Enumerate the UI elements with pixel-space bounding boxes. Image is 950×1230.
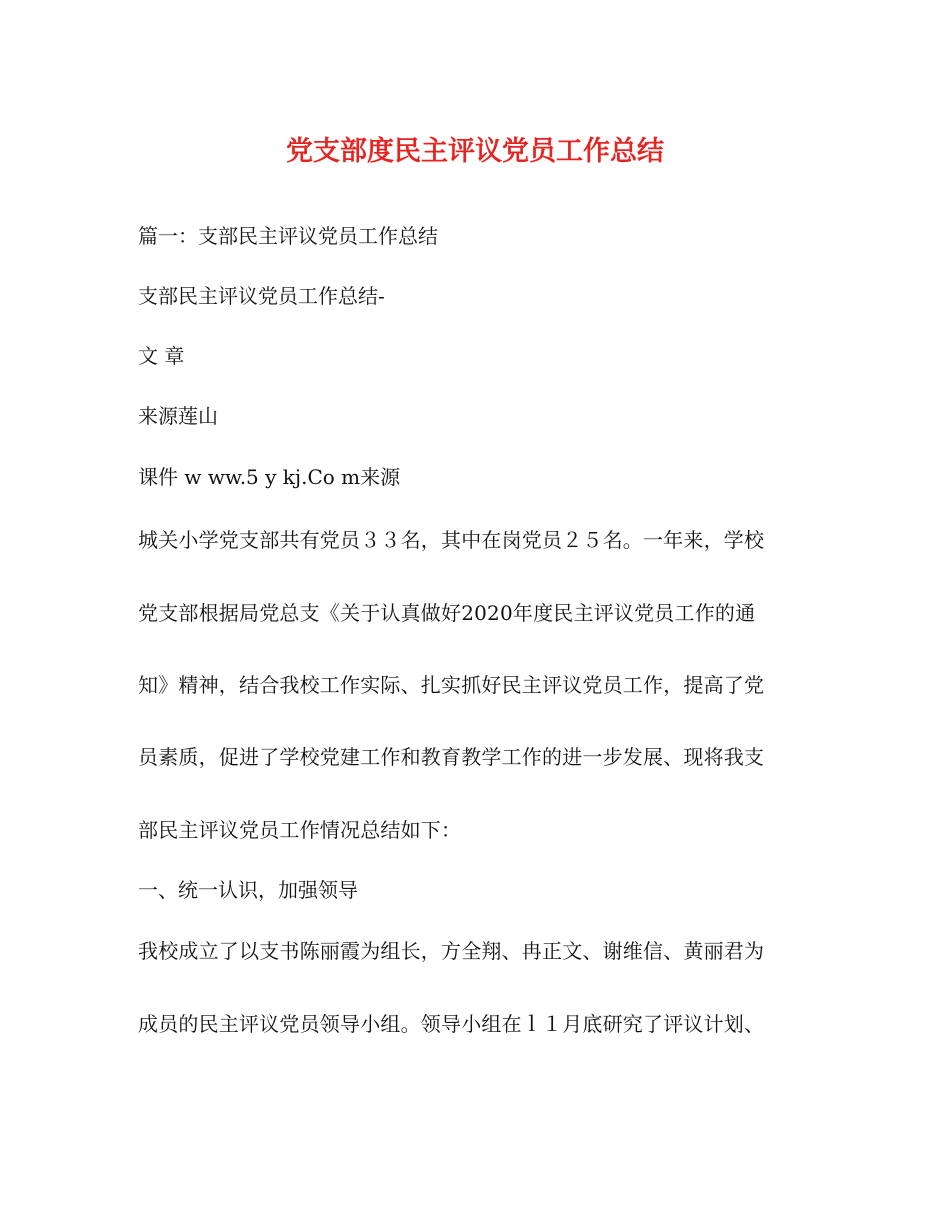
source-line: 来源莲山 — [138, 404, 218, 428]
section-heading: 一、统一认识，加强领导 — [138, 878, 358, 902]
source-line: 文 章 — [138, 344, 185, 368]
paragraph-line: 成员的民主评议党员领导小组。领导小组在ｌ１月底研究了评议计划、 — [138, 1012, 765, 1036]
section-heading: 篇一：支部民主评议党员工作总结 — [138, 224, 438, 248]
subtitle-line: 支部民主评议党员工作总结- — [138, 284, 385, 308]
paragraph-line: 党支部根据局党总支《关于认真做好2020年度民主评议党员工作的通 — [138, 601, 756, 625]
paragraph-line: 员素质，促进了学校党建工作和教育教学工作的进一步发展、现将我支 — [138, 745, 765, 769]
paragraph-line: 我校成立了以支书陈丽霞为组长，方全翔、冉正文、谢维信、黄丽君为 — [138, 939, 765, 963]
paragraph-line: 知》精神，结合我校工作实际、扎实抓好民主评议党员工作，提高了党 — [138, 673, 765, 697]
document-title: 党支部度民主评议党员工作总结 — [286, 136, 664, 167]
paragraph-line: 城关小学党支部共有党员３３名，其中在岗党员２５名。一年来，学校 — [138, 528, 765, 552]
source-line: 课件 w ww.5 y kj.Co m来源 — [138, 465, 401, 489]
paragraph-line: 部民主评议党员工作情况总结如下： — [138, 818, 462, 842]
